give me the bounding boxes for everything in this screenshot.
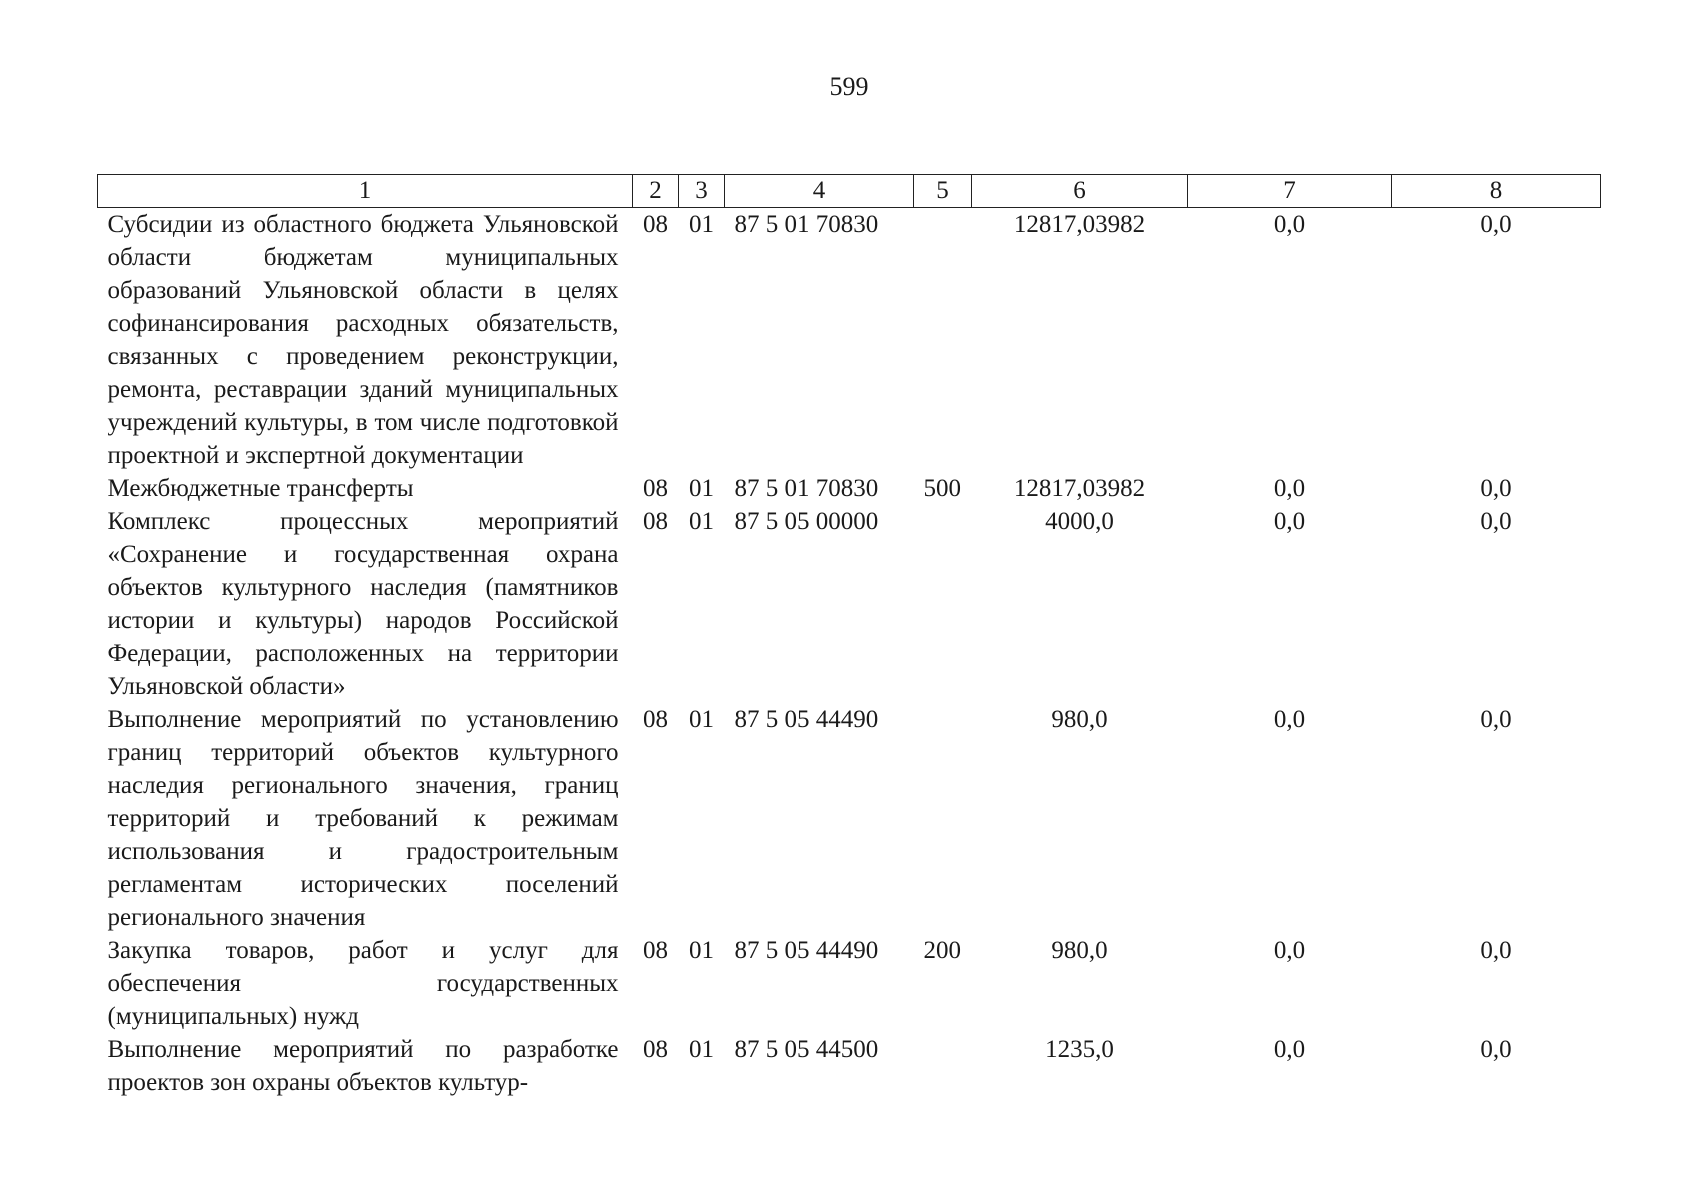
row-value-8: 0,0 xyxy=(1480,508,1512,535)
row-value-6: 980,0 xyxy=(1051,706,1108,733)
row-subsection: 01 xyxy=(689,937,714,964)
row-subsection: 01 xyxy=(689,475,714,502)
row-expense-type: 500 xyxy=(923,475,961,502)
table-row xyxy=(98,505,1601,703)
row-subsection: 01 xyxy=(689,211,714,238)
row-subsection: 01 xyxy=(689,508,714,535)
header-cell-5: 5 xyxy=(914,175,972,208)
row-value-8: 0,0 xyxy=(1480,211,1512,238)
row-name: Выполнение мероприятий по разработке проектов зон охраны объектов культур- xyxy=(107,1036,619,1096)
header-cell-6: 6 xyxy=(972,175,1188,208)
header-cell-7: 7 xyxy=(1188,175,1392,208)
header-cell-8: 8 xyxy=(1392,175,1601,208)
row-subsection: 01 xyxy=(689,706,714,733)
row-value-7: 0,0 xyxy=(1273,706,1306,733)
row-target-code: 87 5 05 00000 xyxy=(734,508,879,535)
row-value-6: 4000,0 xyxy=(1045,508,1114,535)
budget-table xyxy=(97,174,1601,1099)
row-expense-type xyxy=(914,703,972,934)
row-expense-type xyxy=(914,505,972,703)
row-section: 08 xyxy=(643,211,668,238)
row-value-7: 0,0 xyxy=(1273,211,1306,238)
row-value-8: 0,0 xyxy=(1480,1036,1512,1063)
row-value-8: 0,0 xyxy=(1480,706,1512,733)
table-row xyxy=(98,1033,1601,1099)
page-number: 599 xyxy=(829,72,869,101)
row-section: 08 xyxy=(643,937,668,964)
header-cell-1: 1 xyxy=(98,175,633,208)
row-value-6: 1235,0 xyxy=(1045,1036,1114,1063)
row-section: 08 xyxy=(643,1036,668,1063)
table-row xyxy=(98,208,1601,473)
table-row xyxy=(98,703,1601,934)
row-target-code: 87 5 05 44490 xyxy=(734,937,879,964)
table-row xyxy=(98,934,1601,1033)
row-expense-type xyxy=(914,208,972,473)
row-value-8: 0,0 xyxy=(1480,475,1512,502)
row-name: Выполнение мероприятий по установлению границ территорий объектов культурного наследия регионального значения, границ территорий и требований к режимам использования и градостроительным регламентам исторических поселений регионального значения xyxy=(107,706,619,931)
row-target-code: 87 5 05 44500 xyxy=(734,1036,879,1063)
row-name: Закупка товаров, работ и услуг для обеспечения государственных (муниципальных) нужд xyxy=(107,937,619,1030)
row-value-7: 0,0 xyxy=(1273,1036,1306,1063)
header-cell-3: 3 xyxy=(679,175,725,208)
row-value-7: 0,0 xyxy=(1273,508,1306,535)
row-section: 08 xyxy=(643,475,668,502)
header-cell-4: 4 xyxy=(725,175,914,208)
row-target-code: 87 5 05 44490 xyxy=(734,706,879,733)
row-value-6: 12817,03982 xyxy=(1013,475,1146,502)
row-name: Межбюджетные трансферты xyxy=(107,475,414,502)
row-name: Субсидии из областного бюджета Ульяновской области бюджетам муниципальных образований Ульяновской области в целях софинансирования расходных обязательств, связанных с проведением реконструкции, ремонта, реставрации зданий муниципальных учреждений культуры, в том числе подготовкой проектной и экспертной документации xyxy=(107,211,619,469)
row-value-7: 0,0 xyxy=(1273,475,1306,502)
row-target-code: 87 5 01 70830 xyxy=(734,475,879,502)
header-cell-2: 2 xyxy=(633,175,679,208)
row-value-7: 0,0 xyxy=(1273,937,1306,964)
row-value-6: 12817,03982 xyxy=(1013,211,1146,238)
row-section: 08 xyxy=(643,508,668,535)
header-row xyxy=(98,175,1601,208)
row-target-code: 87 5 01 70830 xyxy=(734,211,879,238)
table-header xyxy=(98,175,1601,208)
row-section: 08 xyxy=(643,706,668,733)
table-row xyxy=(98,472,1601,505)
row-expense-type xyxy=(914,1033,972,1099)
row-value-8: 0,0 xyxy=(1480,937,1512,964)
row-subsection: 01 xyxy=(689,1036,714,1063)
row-name: Комплекс процессных мероприятий «Сохранение и государственная охрана объектов культурного наследия (памятников истории и культуры) народов Российской Федерации, расположенных на территории Ульяновской области» xyxy=(107,508,619,700)
table-body xyxy=(98,208,1601,1100)
row-value-6: 980,0 xyxy=(1051,937,1108,964)
row-expense-type: 200 xyxy=(923,937,961,964)
